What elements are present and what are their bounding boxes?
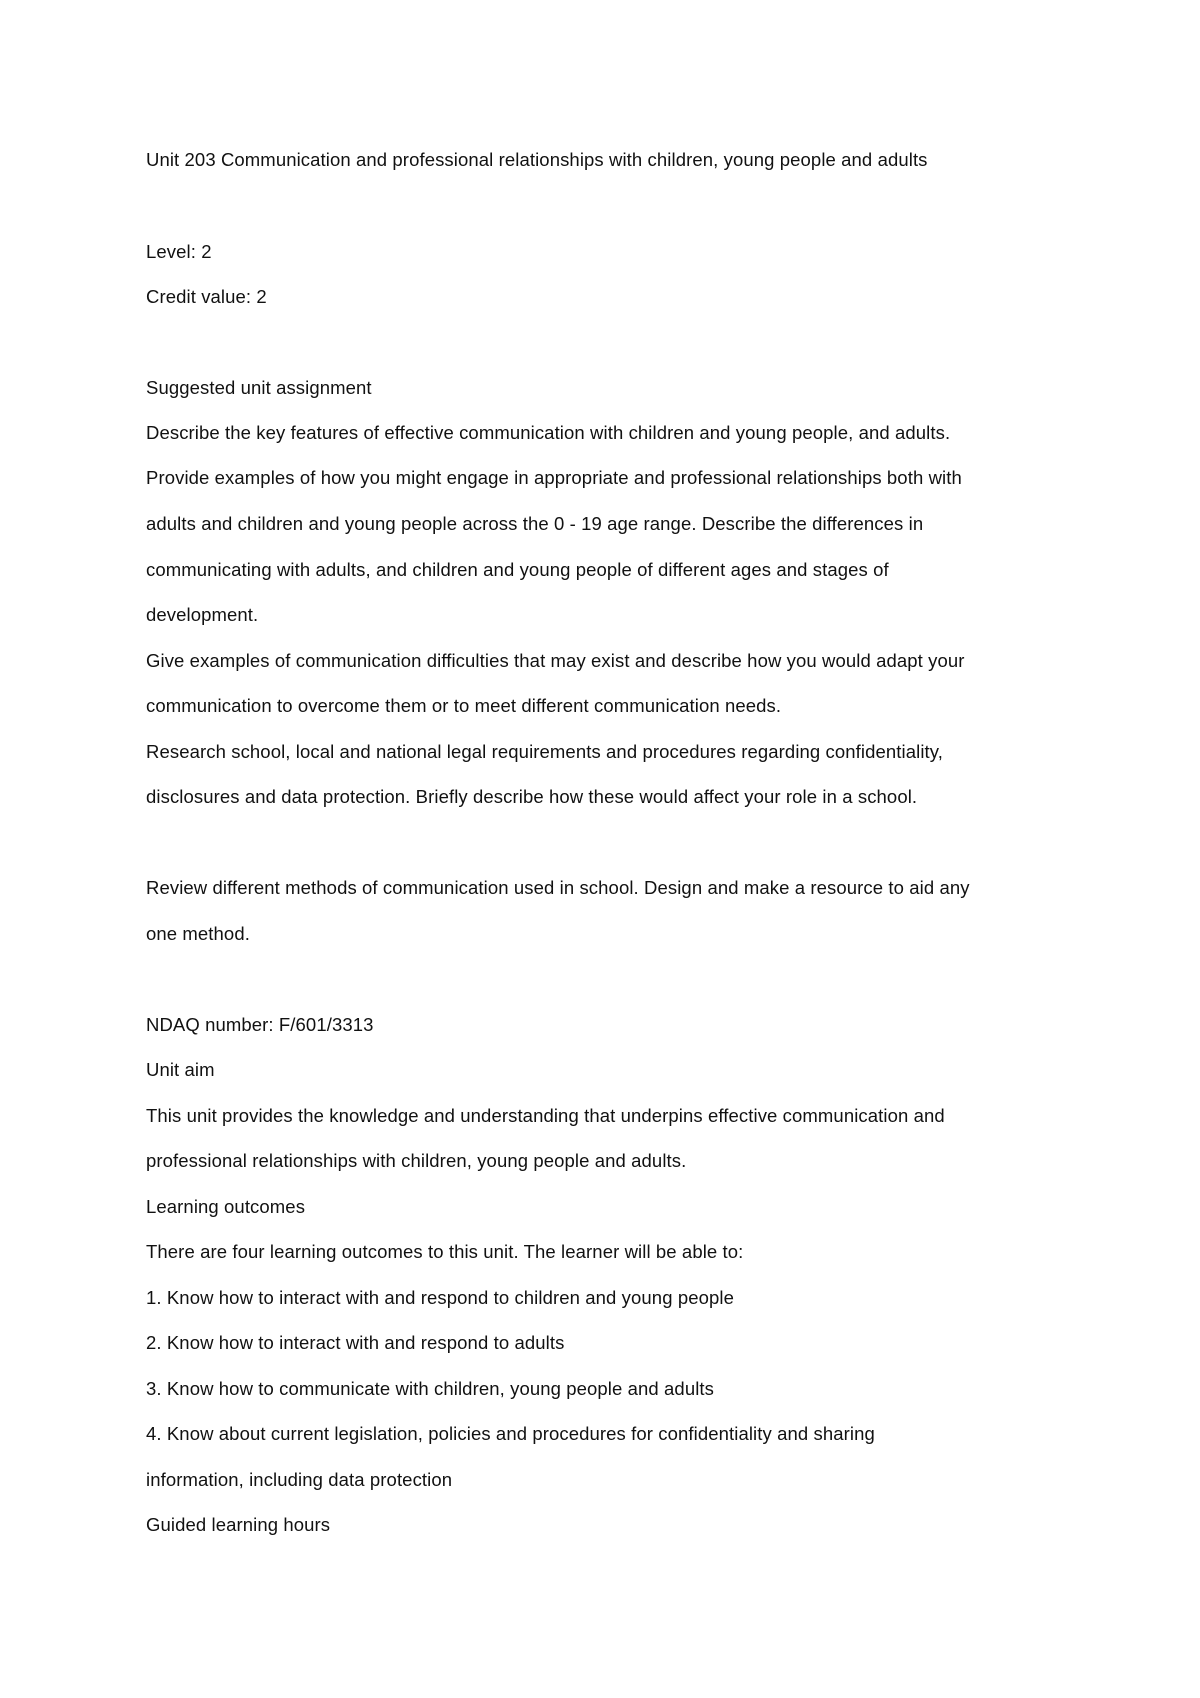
assignment-line: communication to overcome them or to meet different communication needs.: [146, 695, 782, 716]
learning-outcome-item: information, including data protection: [146, 1469, 453, 1490]
assignment-line: communicating with adults, and children and young people of different ages and stages of: [146, 559, 889, 580]
review-line: Review different methods of communication used in school. Design and make a resource to aid any: [146, 877, 970, 898]
learning-outcome-item: 4. Know about current legislation, policies and procedures for confidentiality and sharing: [146, 1423, 875, 1444]
level-label: Level: 2: [146, 241, 212, 262]
document-title: Unit 203 Communication and professional relationships with children, young people and adults: [146, 149, 928, 170]
unit-aim-line: professional relationships with children, young people and adults.: [146, 1150, 687, 1171]
assignment-line: Provide examples of how you might engage in appropriate and professional relationships both with: [146, 467, 962, 488]
learning-outcomes-heading: Learning outcomes: [146, 1196, 306, 1217]
assignment-line: development.: [146, 604, 259, 625]
unit-aim-heading: Unit aim: [146, 1059, 215, 1080]
credit-value-label: Credit value: 2: [146, 286, 267, 307]
assignment-heading: Suggested unit assignment: [146, 377, 372, 398]
review-line: one method.: [146, 923, 250, 944]
learning-outcome-item: 1. Know how to interact with and respond to children and young people: [146, 1287, 734, 1308]
guided-learning-heading: Guided learning hours: [146, 1514, 331, 1535]
unit-aim-line: This unit provides the knowledge and understanding that underpins effective communication and: [146, 1105, 945, 1126]
assignment-line: Give examples of communication difficulties that may exist and describe how you would adapt your: [146, 650, 965, 671]
learning-outcome-item: 2. Know how to interact with and respond to adults: [146, 1332, 565, 1353]
assignment-line: Describe the key features of effective communication with children and young people, and adults.: [146, 422, 951, 443]
learning-outcomes-intro: There are four learning outcomes to this unit. The learner will be able to:: [146, 1241, 744, 1262]
assignment-line: adults and children and young people across the 0 - 19 age range. Describe the differences in: [146, 513, 924, 534]
assignment-line: disclosures and data protection. Briefly describe how these would affect your role in a school.: [146, 786, 918, 807]
ndaq-number: NDAQ number: F/601/3313: [146, 1014, 374, 1035]
learning-outcome-item: 3. Know how to communicate with children, young people and adults: [146, 1378, 715, 1399]
assignment-line: Research school, local and national legal requirements and procedures regarding confidentiality,: [146, 741, 944, 762]
